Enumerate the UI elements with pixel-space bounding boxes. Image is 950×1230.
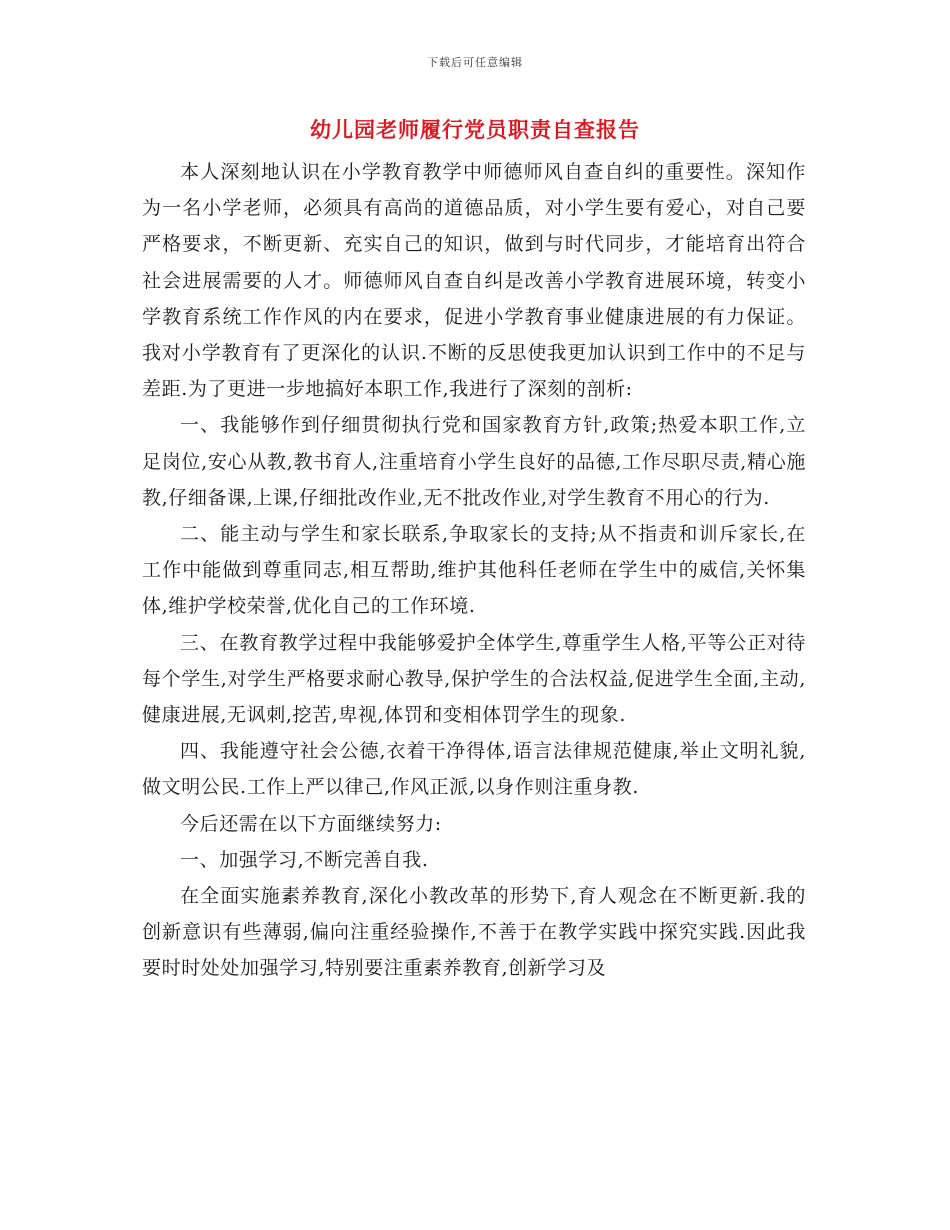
paragraph-intro: 本人深刻地认识在小学教育教学中师德师风自查自纠的重要性。深知作为一名小学老师，必须具有高尚的道德品质，对小学生要有爱心，对自己要严格要求，不断更新、充实自己的知识，做到与时代同步，才能培育出符合社会进展需要的人才。师德师风自查自纠是改善小学教育进展环境，转变小学教育系统工作作风的内在要求，促进小学教育事业健康进展的有力保证。我对小学教育有了更深化的认识.不断的反思使我更加认识到工作中的不足与差距.为了更进一步地搞好本职工作,我进行了深刻的剖析: <box>142 161 806 401</box>
paragraph-point-4: 四、我能遵守社会公德,衣着干净得体,语言法律规范健康,举止文明礼貌,做文明公民.工作上严以律己,作风正派,以身作则注重身教. <box>142 740 806 799</box>
document-body <box>142 154 806 987</box>
paragraph-point-2: 二、能主动与学生和家长联系,争取家长的支持;从不指责和训斥家长,在工作中能做到尊重同志,相互帮助,维护其他科任老师在学生中的威信,关怀集体,维护学校荣誉,优化自己的工作环境. <box>142 523 806 618</box>
paragraph-point-3: 三、在教育教学过程中我能够爱护全体学生,尊重学生人格,平等公正对待每个学生,对学生严格要求耐心教导,保护学生的合法权益,促进学生全面,主动,健康进展,无讽刺,挖苦,卑视,体罚和变相体罚学生的现象. <box>142 631 806 727</box>
paragraph-future-intro: 今后还需在以下方面继续努力: <box>180 812 442 835</box>
paragraph-future-heading-1: 一、加强学习,不断完善自我. <box>180 848 429 871</box>
paragraph-future-body-1: 在全面实施素养教育,深化小教改革的形势下,育人观念在不断更新.我的创新意识有些薄弱,偏向注重经验操作,不善于在教学实践中探究实践.因此我要时时处处加强学习,特别要注重素养教育,创新学习及 <box>142 885 806 980</box>
page-header-note: 下载后可任意编辑 <box>427 56 523 69</box>
document-title: 幼儿园老师履行党员职责自查报告 <box>310 117 640 142</box>
paragraph-point-1: 一、我能够作到仔细贯彻执行党和国家教育方针,政策;热爱本职工作,立足岗位,安心从教,教书育人,注重培育小学生良好的品德,工作尽职尽责,精心施教,仔细备课,上课,仔细批改作业,无不批改作业,对学生教育不用心的行为. <box>142 414 806 509</box>
